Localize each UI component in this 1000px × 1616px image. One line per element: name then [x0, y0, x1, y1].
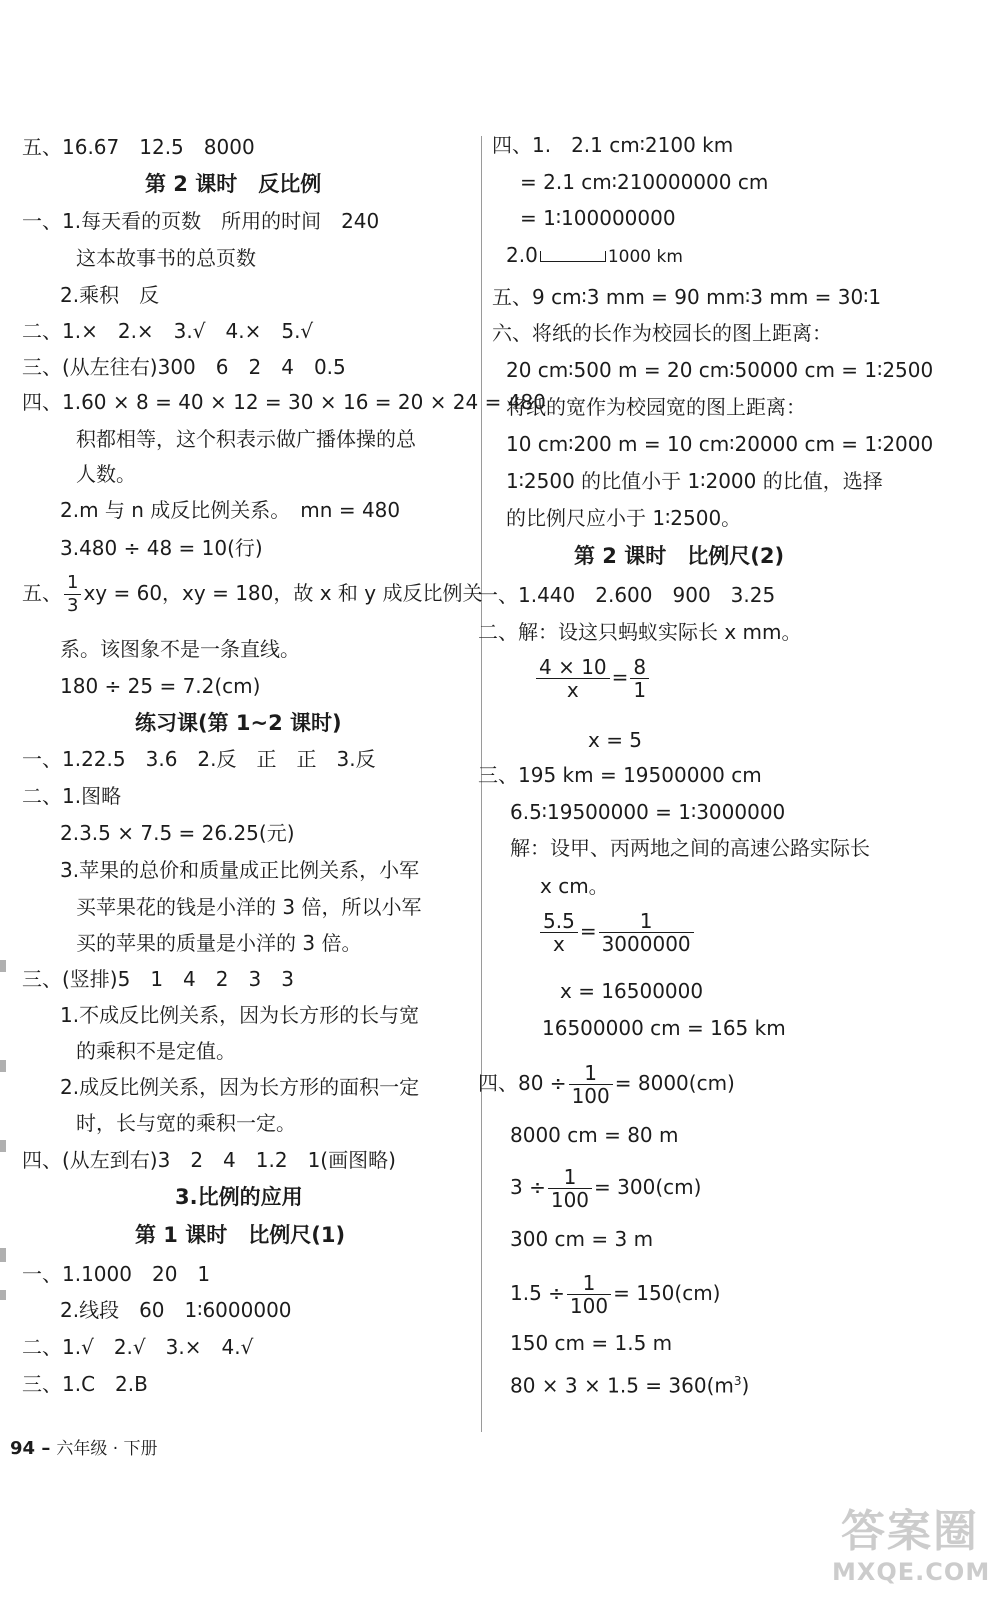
answer-line: 6.5∶19500000 = 1∶3000000 — [510, 800, 786, 824]
answer-line: 2.成反比例关系，因为长方形的面积一定 — [60, 1075, 420, 1099]
answer-prefix: 五、 — [22, 581, 62, 605]
answer-line: 五、9 cm∶3 mm = 90 mm∶3 mm = 30∶1 — [492, 285, 882, 309]
answer-line: 1.不成反比例关系，因为长方形的长与宽 — [60, 1003, 420, 1027]
section-heading: 3.比例的应用 — [175, 1185, 303, 1209]
lesson-heading: 第 2 课时 反比例 — [145, 172, 322, 196]
answer-line: 二、1.× 2.× 3.√ 4.× 5.√ — [22, 319, 314, 343]
fraction — [569, 1062, 613, 1107]
watermark-logo — [832, 1506, 991, 1598]
equation-right: = 300(cm) — [594, 1175, 702, 1199]
fraction-numerator: 4 × 10 — [536, 656, 610, 679]
answer-line: 180 ÷ 25 = 7.2(cm) — [60, 674, 261, 698]
equation-left: 四、80 ÷ — [478, 1071, 567, 1095]
answer-line: 人数。 — [76, 462, 136, 486]
answer-line: 二、1.图略 — [22, 784, 122, 808]
margin-mark — [0, 1290, 6, 1300]
fraction-numerator: 1 — [64, 572, 81, 595]
fraction — [548, 1166, 592, 1211]
equation — [510, 1166, 701, 1211]
answer-line: 三、(竖排)5 1 4 2 3 3 — [22, 967, 294, 991]
fraction-denominator: 3000000 — [601, 932, 691, 956]
answer-line: 的比例尺应小于 1∶2500。 — [506, 506, 742, 530]
lesson-heading: 第 1 课时 比例尺(1) — [135, 1223, 346, 1247]
fraction-denominator: 100 — [569, 1294, 609, 1318]
answer-line: 解：设甲、丙两地之间的高速公路实际长 — [510, 836, 870, 860]
equation — [478, 1062, 735, 1107]
lesson-heading: 练习课(第 1~2 课时) — [135, 711, 342, 735]
fraction-numerator: 1 — [569, 1062, 613, 1085]
scale-label: 1000 km — [607, 247, 683, 267]
fraction-denominator: 1 — [633, 678, 647, 702]
fraction — [540, 910, 578, 955]
answer-text: xy = 60，xy = 180，故 x 和 y 成反比例关 — [83, 581, 483, 605]
answer-line: 2.线段 60 1∶6000000 — [60, 1298, 292, 1322]
equation-right: = 8000(cm) — [614, 1071, 735, 1095]
equals-sign: = — [579, 919, 597, 943]
fraction — [536, 656, 610, 701]
page-footer — [10, 1434, 158, 1459]
answer-line: 系。该图象不是一条直线。 — [60, 637, 300, 661]
answer-line: 四、(从左到右)3 2 4 1.2 1(画图略) — [22, 1148, 396, 1172]
answer-line: 2.m 与 n 成反比例关系。 mn = 480 — [60, 498, 401, 522]
answer-line: 四、1.60 × 8 = 40 × 12 = 30 × 16 = 20 × 24 = 480 — [22, 390, 546, 414]
answer-line: 一、1.22.5 3.6 2.反 正 正 3.反 — [22, 747, 376, 771]
equation-right: ) — [741, 1373, 750, 1398]
equation-left: 3 ÷ — [510, 1175, 546, 1199]
fraction-denominator: x — [552, 932, 565, 956]
margin-mark — [0, 1140, 6, 1152]
fraction-numerator: 8 — [630, 656, 649, 679]
answer-line: 二、解：设这只蚂蚁实际长 x mm。 — [478, 620, 802, 644]
watermark-text: 答案圈 — [841, 1506, 979, 1557]
equation — [538, 910, 696, 955]
margin-mark — [0, 960, 6, 972]
fraction — [64, 572, 81, 617]
fraction-numerator: 1 — [567, 1272, 611, 1295]
answer-line: 时，长与宽的乘积一定。 — [76, 1111, 296, 1135]
answer-line: 一、1.1000 20 1 — [22, 1262, 211, 1286]
margin-mark — [0, 1060, 6, 1072]
scale-zero: 0 — [525, 243, 538, 267]
fraction-denominator: x — [566, 678, 579, 702]
equals-sign: = — [611, 665, 629, 689]
answer-line: 买的苹果的质量是小洋的 3 倍。 — [76, 931, 362, 955]
scale-bar — [540, 251, 606, 262]
answer-line: 这本故事书的总页数 — [76, 246, 256, 270]
fraction-numerator: 1 — [548, 1166, 592, 1189]
answer-line: 买苹果花的钱是小洋的 3 倍，所以小军 — [76, 895, 422, 919]
superscript: 3 — [733, 1374, 742, 1388]
answer-line: 10 cm∶200 m = 10 cm∶20000 cm = 1∶2000 — [506, 432, 934, 456]
answer-line: 3.480 ÷ 48 = 10(行) — [60, 536, 263, 560]
equation — [534, 656, 651, 701]
answer-prefix: 2. — [506, 243, 526, 267]
grade-label: 六年级 · 下册 — [56, 1439, 158, 1459]
fraction-denominator: 100 — [550, 1188, 590, 1212]
answer-line: 六、将纸的长作为校园长的图上距离： — [492, 321, 832, 345]
answer-line: 2.乘积 反 — [60, 283, 160, 307]
answer-line: 一、1.每天看的页数 所用的时间 240 — [22, 209, 380, 233]
answer-line: 20 cm∶500 m = 20 cm∶50000 cm = 1∶2500 — [506, 358, 934, 382]
answer-line: 150 cm = 1.5 m — [510, 1331, 673, 1355]
equation-left: 1.5 ÷ — [510, 1281, 565, 1305]
fraction-denominator: 3 — [67, 595, 79, 616]
fraction-numerator: 5.5 — [540, 910, 578, 933]
answer-line: 8000 cm = 80 m — [510, 1123, 679, 1147]
answer-line: = 1∶100000000 — [520, 206, 676, 230]
answer-line: x = 16500000 — [560, 979, 704, 1003]
answer-line: 三、(从左往右)300 6 2 4 0.5 — [22, 355, 346, 379]
answer-line: 300 cm = 3 m — [510, 1227, 654, 1251]
answer-line: 将纸的宽作为校园宽的图上距离： — [506, 395, 806, 419]
answer-line: 四、1. 2.1 cm∶2100 km — [492, 133, 734, 157]
answer-line: 16500000 cm = 165 km — [542, 1016, 786, 1040]
fraction — [567, 1272, 611, 1317]
answer-line: 五、16.67 12.5 8000 — [22, 135, 255, 159]
watermark-url: MXQE.COM — [832, 1558, 991, 1586]
answer-line: x cm。 — [540, 874, 609, 898]
answer-line: = 2.1 cm∶210000000 cm — [520, 170, 769, 194]
page-number: 94 – — [10, 1438, 51, 1459]
answer-line: 3.苹果的总价和质量成正比例关系，小军 — [60, 858, 420, 882]
answer-line: 三、195 km = 19500000 cm — [478, 763, 762, 787]
answer-line: 一、1.440 2.600 900 3.25 — [478, 583, 776, 607]
answer-line: x = 5 — [588, 728, 643, 752]
fraction — [599, 910, 694, 955]
equation-left: 80 × 3 × 1.5 = 360(m — [510, 1373, 734, 1398]
answer-line: 积都相等，这个积表示做广播体操的总 — [76, 427, 416, 451]
answer-line: 的乘积不是定值。 — [76, 1039, 236, 1063]
lesson-heading: 第 2 课时 比例尺(2) — [574, 544, 785, 568]
answer-line: 三、1.C 2.B — [22, 1372, 148, 1396]
answer-line: 2.3.5 × 7.5 = 26.25(元) — [60, 821, 295, 845]
answer-line — [22, 572, 482, 617]
fraction — [630, 656, 649, 701]
answer-line: 1∶2500 的比值小于 1∶2000 的比值，选择 — [506, 469, 883, 493]
equation — [510, 1272, 720, 1317]
fraction-numerator: 1 — [599, 910, 694, 933]
fraction-denominator: 100 — [571, 1084, 610, 1108]
margin-mark — [0, 1248, 6, 1262]
answer-line: 二、1.√ 2.√ 3.× 4.√ — [22, 1335, 254, 1359]
answer-line — [510, 1368, 749, 1399]
answer-line — [506, 242, 683, 270]
equation-right: = 150(cm) — [613, 1281, 721, 1305]
